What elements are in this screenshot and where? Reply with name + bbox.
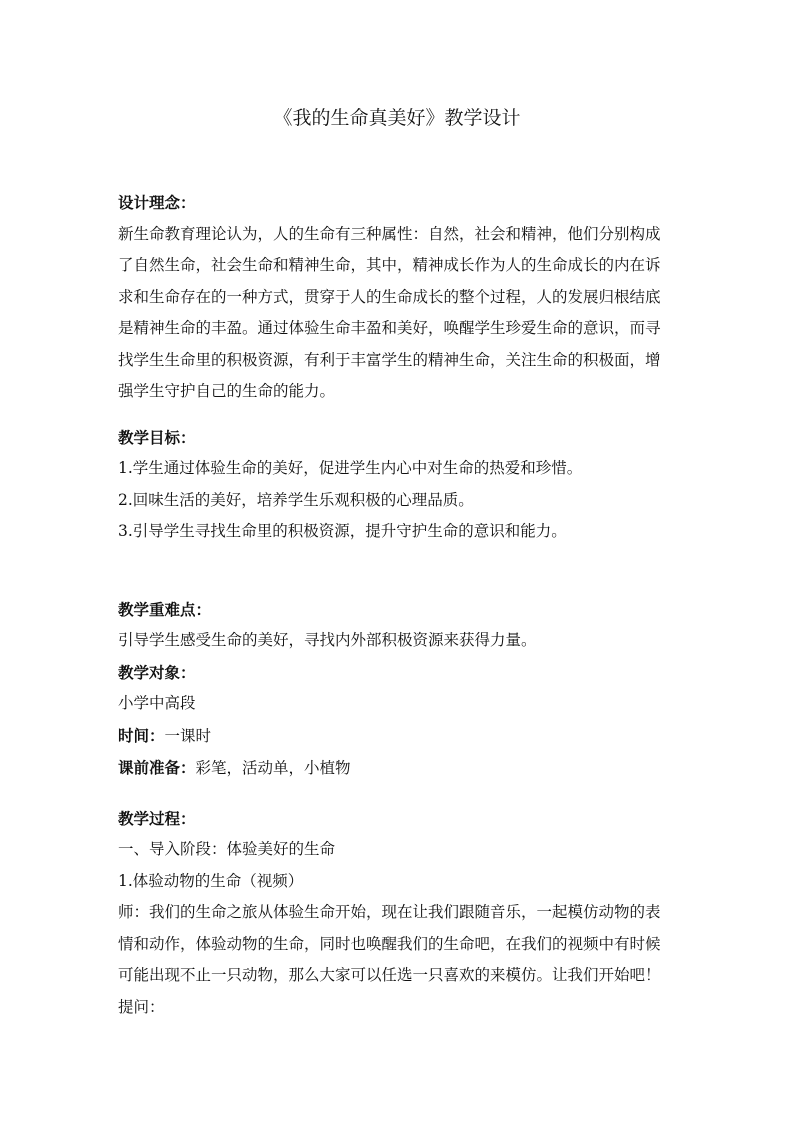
preparation-label: 课前准备： bbox=[118, 758, 196, 777]
time-label: 时间： bbox=[118, 725, 165, 745]
objective-item: 1.学生通过体验生命的美好，促进学生内心中对生命的热爱和珍惜。 bbox=[118, 459, 583, 477]
paragraph-line: 新生命教育理论认为，人的生命有三种属性：自然，社会和精神，他们分别构成 bbox=[118, 224, 661, 243]
paragraph-line: 情和动作，体验动物的生命，同时也唤醒我们的生命吧，在我们的视频中有时候 bbox=[118, 934, 661, 953]
paragraph-line: 师：我们的生命之旅从体验生命开始，现在让我们跟随音乐，一起模仿动物的表 bbox=[118, 903, 661, 921]
paragraph-line: 是精神生命的丰盈。通过体验生命丰盈和美好，唤醒学生珍爱生命的意识，而寻 bbox=[118, 319, 661, 337]
paragraph-line: 了自然生命，社会生命和精神生命，其中，精神成长作为人的生命成长的内在诉 bbox=[118, 256, 661, 274]
paragraph-line: 提问： bbox=[118, 997, 165, 1016]
document-title: 《我的生命真美好》教学设计 bbox=[273, 107, 521, 129]
process-step: 1.体验动物的生命（视频） bbox=[118, 871, 304, 890]
objectives-heading: 教学目标： bbox=[118, 427, 196, 447]
design-concept-heading: 设计理念： bbox=[118, 193, 196, 212]
audience-heading: 教学对象： bbox=[118, 662, 196, 682]
document-body bbox=[118, 187, 684, 1023]
spacer bbox=[118, 408, 684, 422]
paragraph-line: 求和生命存在的一种方式，贯穿于人的生命成长的整个过程，人的发展归根结底 bbox=[118, 287, 661, 306]
spacer bbox=[118, 785, 684, 803]
key-points-heading: 教学重难点： bbox=[118, 599, 212, 619]
time-value: 一课时 bbox=[164, 726, 212, 745]
audience-text: 小学中高段 bbox=[118, 694, 196, 712]
spacer bbox=[118, 548, 684, 594]
preparation-value: 彩笔，活动单，小植物 bbox=[195, 759, 351, 777]
key-points-text: 引导学生感受生命的美好，寻找内外部积极资源来获得力量。 bbox=[118, 631, 537, 649]
paragraph-line: 可能出现不止一只动物，那么大家可以任选一只喜欢的来模仿。让我们开始吧！ bbox=[118, 966, 661, 984]
paragraph-line: 找学生生命里的积极资源，有利于丰富学生的精神生命，关注生命的积极面，增 bbox=[118, 350, 661, 369]
time-line bbox=[118, 720, 684, 753]
objective-item: 2.回味生活的美好，培养学生乐观积极的心理品质。 bbox=[118, 490, 474, 509]
paragraph-line: 强学生守护自己的生命的能力。 bbox=[118, 382, 336, 400]
preparation-line bbox=[118, 752, 684, 785]
objective-item: 3.引导学生寻找生命里的积极资源，提升守护生命的意识和能力。 bbox=[118, 522, 567, 540]
process-heading: 教学过程： bbox=[118, 808, 196, 828]
process-stage: 一、导入阶段：体验美好的生命 bbox=[118, 840, 336, 858]
